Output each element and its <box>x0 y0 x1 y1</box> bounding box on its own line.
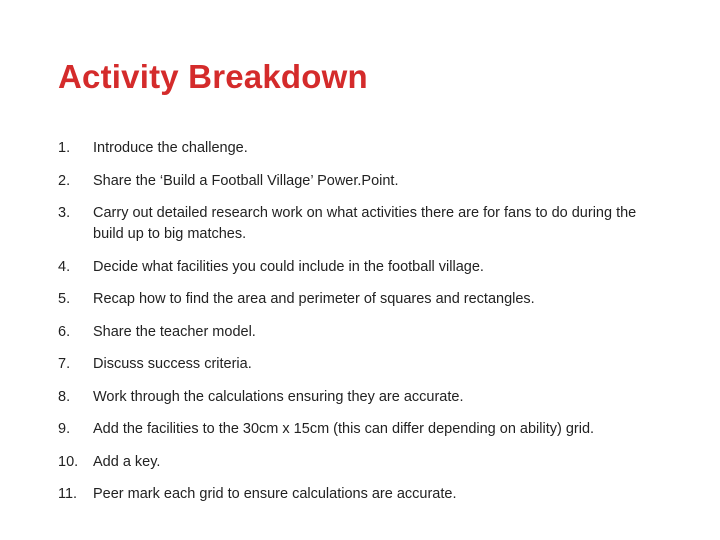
step-number: 1. <box>58 140 71 156</box>
step-text: Add the facilities to the 30cm x 15cm (this can differ depending on ability) grid. <box>93 421 595 437</box>
step-text: Carry out detailed research work on what activities there are for fans to do during the build up to big matches. <box>93 205 637 242</box>
activity-steps-list <box>58 138 658 517</box>
step-text: Work through the calculations ensuring they are accurate. <box>93 388 464 405</box>
list-item <box>58 354 658 375</box>
step-number: 4. <box>58 258 71 275</box>
list-item <box>58 257 658 278</box>
step-text: Share the ‘Build a Football Village’ Power.Point. <box>93 172 399 189</box>
step-text: Peer mark each grid to ensure calculations are accurate. <box>93 486 457 502</box>
step-text: Recap how to find the area and perimeter of squares and rectangles. <box>93 291 535 307</box>
step-number: 6. <box>58 323 71 340</box>
list-item <box>58 171 658 192</box>
step-text: Add a key. <box>93 453 161 470</box>
step-text: Decide what facilities you could include in the football village. <box>93 258 484 275</box>
list-item <box>58 289 658 310</box>
step-number: 7. <box>58 356 71 372</box>
step-number: 5. <box>58 291 71 307</box>
list-item <box>58 452 658 473</box>
list-item <box>58 484 658 505</box>
list-item <box>58 138 658 159</box>
step-text: Discuss success criteria. <box>93 356 252 372</box>
slide-title: Activity Breakdown <box>58 58 368 95</box>
step-number: 8. <box>58 388 71 405</box>
step-number: 9. <box>58 421 71 437</box>
step-text: Share the teacher model. <box>93 323 256 340</box>
step-number: 10. <box>58 453 79 470</box>
list-item <box>58 387 658 408</box>
step-text: Introduce the challenge. <box>93 140 248 156</box>
step-number: 2. <box>58 172 71 189</box>
list-item <box>58 203 658 245</box>
step-number: 3. <box>58 205 71 221</box>
step-number: 11. <box>58 486 78 502</box>
list-item <box>58 419 658 440</box>
list-item <box>58 322 658 343</box>
